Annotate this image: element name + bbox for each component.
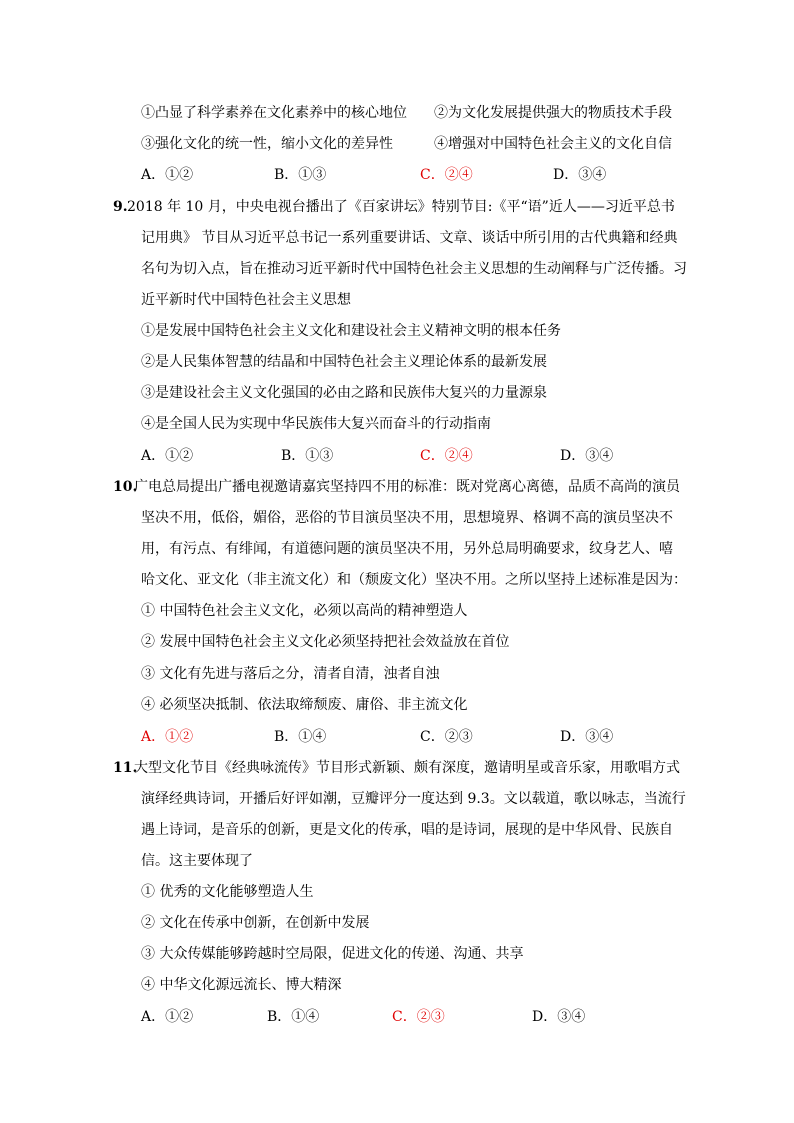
q8-option-b: B．①③ bbox=[274, 167, 327, 183]
q11-item-1: ① 优秀的文化能够塑造人生 bbox=[141, 884, 314, 900]
q10-option-b: B．①④ bbox=[274, 729, 327, 745]
q10-item-4: ④ 必须坚决抵制、依法取缔颓废、庸俗、非主流文化 bbox=[141, 697, 468, 713]
q9-stem-line-1: 2018 年 10 月，中央电视台播出了《百家讲坛》特别节目:《平“语”近人——习近平总书 bbox=[127, 199, 675, 215]
q8-item-2: ②为文化发展提供强大的物质技术手段 bbox=[434, 105, 672, 121]
q10-stem-line-4: 哈文化、亚文化（非主流文化）和（颓废文化）坚决不用。之所以坚持上述标准是因为： bbox=[141, 572, 687, 588]
q8-item-4: ④增强对中国特色社会主义的文化自信 bbox=[434, 136, 672, 152]
q10-item-3: ③ 文化有先进与落后之分，清者自清，浊者自浊 bbox=[141, 666, 440, 682]
q10-option-c: C．②③ bbox=[420, 729, 473, 745]
q10-stem-line-1: 广电总局提出广播电视邀请嘉宾坚持四不用的标准：既对党离心离德，品质不高尚的演员 bbox=[134, 479, 680, 495]
q11-option-b: B．①④ bbox=[267, 1009, 320, 1025]
q8-item-3: ③强化文化的统一性，缩小文化的差异性 bbox=[141, 136, 393, 152]
q8-item-1: ①凸显了科学素养在文化素养中的核心地位 bbox=[141, 105, 407, 121]
q11-stem-line-3: 遇上诗词，是音乐的创新，更是文化的传承，唱的是诗词，展现的是中华风骨、民族自 bbox=[141, 822, 673, 838]
q11-number: 11. bbox=[113, 760, 138, 776]
q11-item-4: ④ 中华文化源远流长、博大精深 bbox=[141, 977, 342, 993]
q9-item-4: ④是全国人民为实现中华民族伟大复兴而奋斗的行动指南 bbox=[141, 416, 491, 432]
q11-stem-line-1: 大型文化节目《经典咏流传》节目形式新颖、颇有深度，邀请明星或音乐家，用歌唱方式 bbox=[134, 760, 680, 776]
q9-option-c-answer: C．②④ bbox=[420, 448, 473, 464]
q9-option-a: A．①② bbox=[141, 448, 194, 464]
q8-option-a: A．①② bbox=[141, 167, 194, 183]
q11-item-3: ③ 大众传媒能够跨越时空局限，促进文化的传递、沟通、共享 bbox=[141, 946, 524, 962]
q10-stem-line-2: 坚决不用，低俗，媚俗，恶俗的节目演员坚决不用，思想境界、格调不高的演员坚决不 bbox=[141, 510, 673, 526]
q10-option-d: D．③④ bbox=[560, 729, 614, 745]
q11-stem-line-4: 信。这主要体现了 bbox=[141, 853, 253, 869]
q10-number: 10. bbox=[113, 479, 138, 495]
q9-item-1: ①是发展中国特色社会主义文化和建设社会主义精神文明的根本任务 bbox=[141, 323, 561, 339]
q11-option-d: D．③④ bbox=[532, 1009, 586, 1025]
q8-option-d: D．③④ bbox=[553, 167, 607, 183]
q9-stem-line-2: 记用典》 节目从习近平总书记一系列重要讲话、文章、谈话中所引用的古代典籍和经典 bbox=[141, 230, 678, 246]
q9-option-b: B．①③ bbox=[281, 448, 334, 464]
q9-number: 9. bbox=[113, 199, 128, 215]
q10-option-a-answer: A．①② bbox=[141, 729, 194, 745]
q9-stem-line-3: 名句为切入点，旨在推动习近平新时代中国特色社会主义思想的生动阐释与广泛传播。习 bbox=[141, 261, 687, 277]
q9-stem-line-4: 近平新时代中国特色社会主义思想 bbox=[141, 292, 351, 308]
q8-option-c-answer: C．②④ bbox=[420, 167, 473, 183]
q11-option-c-answer: C．②③ bbox=[392, 1009, 445, 1025]
q9-item-2: ②是人民集体智慧的结晶和中国特色社会主义理论体系的最新发展 bbox=[141, 354, 547, 370]
q11-item-2: ② 文化在传承中创新，在创新中发展 bbox=[141, 915, 370, 931]
q9-option-d: D．③④ bbox=[560, 448, 614, 464]
q11-stem-line-2: 演绎经典诗词，开播后好评如潮，豆瓣评分一度达到 9.3。文以载道，歌以咏志，当流行 bbox=[141, 791, 686, 807]
q10-stem-line-3: 用，有污点、有绯闻，有道德问题的演员坚决不用，另外总局明确要求，纹身艺人、嘻 bbox=[141, 541, 673, 557]
q10-item-1: ① 中国特色社会主义文化，必须以高尚的精神塑造人 bbox=[141, 603, 468, 619]
q10-item-2: ② 发展中国特色社会主义文化必须坚持把社会效益放在首位 bbox=[141, 634, 510, 650]
q11-option-a: A．①② bbox=[141, 1009, 194, 1025]
q9-item-3: ③是建设社会主义文化强国的必由之路和民族伟大复兴的力量源泉 bbox=[141, 385, 547, 401]
